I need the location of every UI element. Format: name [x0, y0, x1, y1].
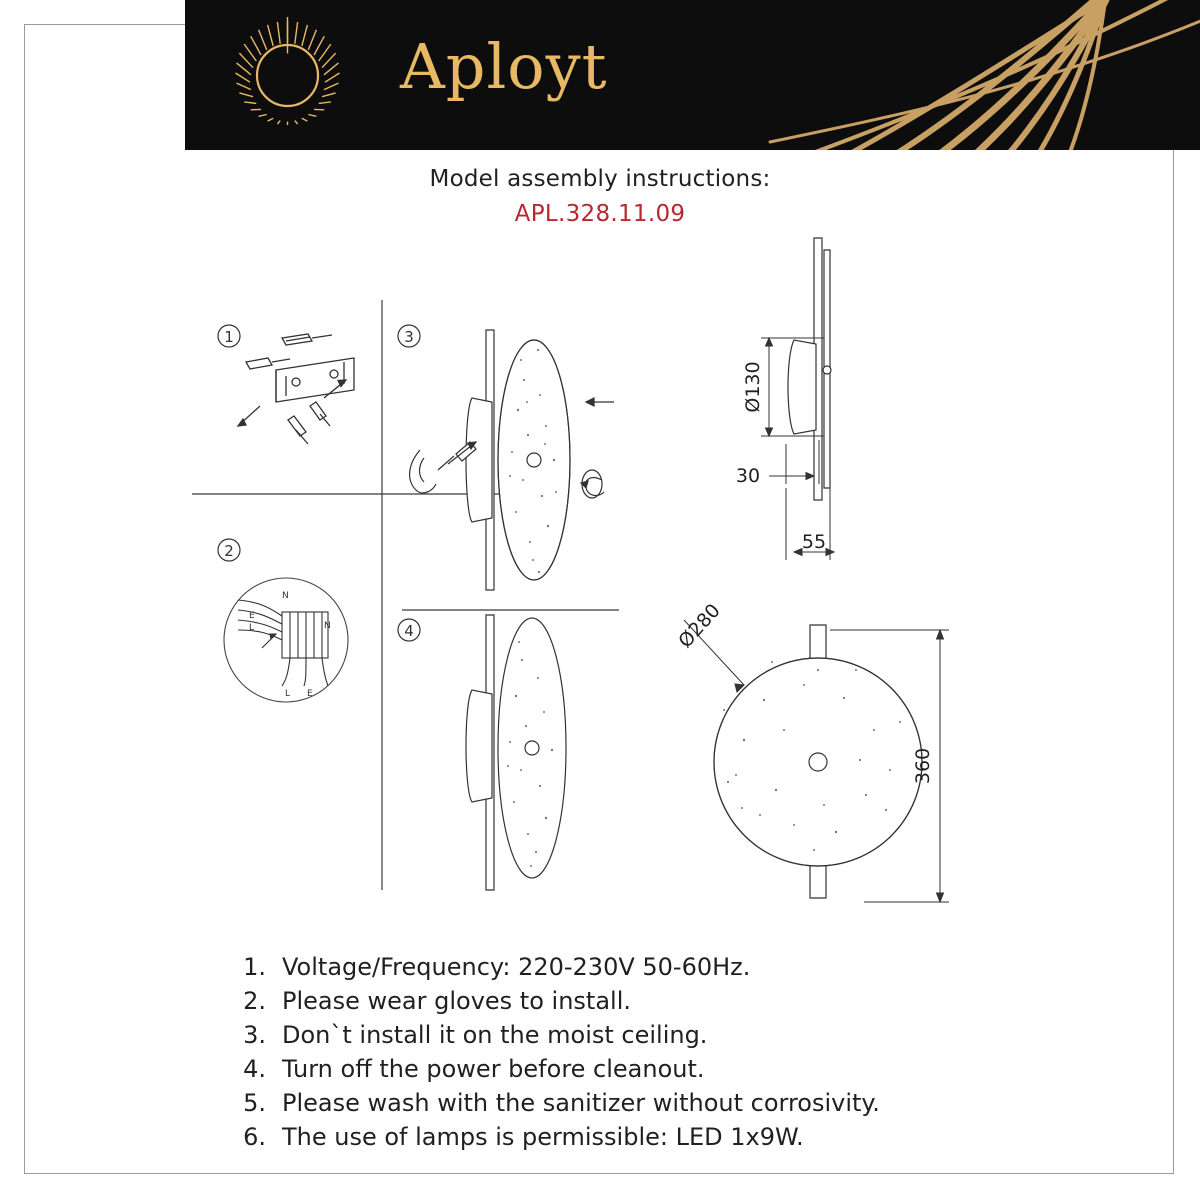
side-view-dimensions [736, 238, 834, 560]
note-item [232, 1086, 1132, 1120]
dim-label-55: 55 [801, 531, 827, 553]
note-text: The use of lamps is permissible: LED 1x9W. [282, 1123, 804, 1151]
note-number: 3. [243, 1021, 266, 1049]
model-number: APL.328.11.09 [514, 201, 686, 227]
svg-text:L: L [285, 689, 291, 699]
header-banner [185, 0, 1200, 150]
note-item [232, 984, 1132, 1018]
note-number: 6. [243, 1123, 266, 1151]
note-item [232, 1052, 1132, 1086]
title-block [0, 166, 1200, 227]
sunburst-logo-icon [225, 13, 350, 138]
note-item [232, 950, 1132, 984]
page-title: Model assembly instructions: [429, 166, 771, 192]
note-text: Please wear gloves to install. [282, 987, 631, 1015]
svg-text:E: E [307, 689, 313, 699]
svg-text:N: N [324, 621, 331, 631]
svg-text:4: 4 [404, 622, 414, 640]
svg-text:L: L [249, 623, 255, 633]
svg-text:2: 2 [224, 542, 234, 560]
note-text: Don`t install it on the moist ceiling. [282, 1021, 708, 1049]
front-view-dimensions [674, 600, 949, 902]
instruction-notes [232, 950, 1132, 1154]
note-item [232, 1120, 1132, 1154]
note-item [232, 1018, 1132, 1052]
note-number: 1. [243, 953, 266, 981]
note-text: Voltage/Frequency: 220-230V 50-60Hz. [282, 953, 751, 981]
palm-rays-icon [760, 0, 1200, 150]
svg-text:1: 1 [224, 328, 234, 346]
dim-label-280: Ø280 [674, 599, 725, 653]
brand-name: Aployt [400, 30, 608, 103]
note-number: 5. [243, 1089, 266, 1117]
svg-text:N: N [282, 591, 289, 601]
svg-text:3: 3 [404, 328, 414, 346]
note-text: Please wash with the sanitizer without corrosivity. [282, 1089, 880, 1117]
step-2-diagram [218, 539, 348, 702]
step-1-diagram [218, 325, 354, 444]
note-number: 2. [243, 987, 266, 1015]
dim-depth-30 [769, 440, 819, 484]
note-text: Turn off the power before cleanout. [282, 1055, 705, 1083]
dim-label-360: 360 [912, 747, 934, 785]
svg-text:E: E [249, 611, 255, 621]
dim-label-30: 30 [735, 465, 761, 487]
dim-label-130: Ø130 [742, 361, 764, 413]
note-number: 4. [243, 1055, 266, 1083]
assembly-drawing-area [24, 230, 1174, 930]
step-3-diagram [398, 325, 614, 590]
step-4-diagram [398, 615, 566, 890]
